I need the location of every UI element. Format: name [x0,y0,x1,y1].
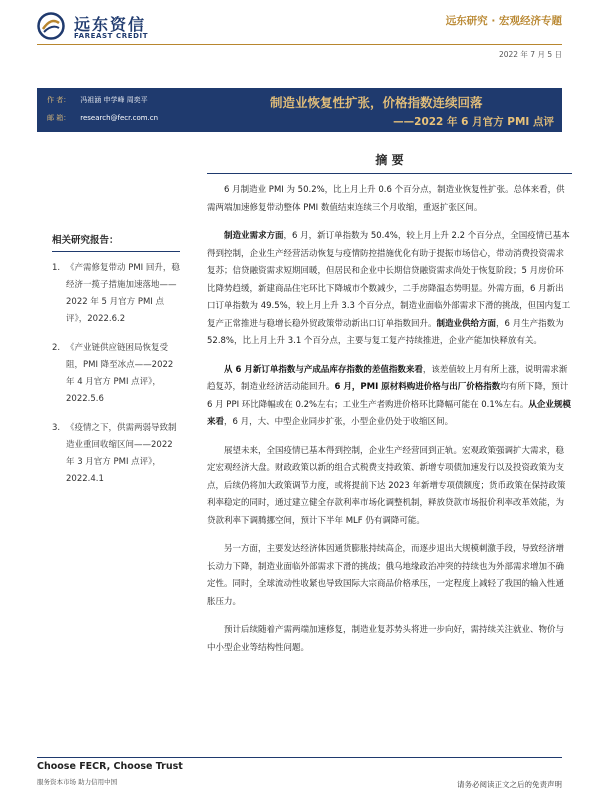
supply-heading: 制造业供给方面 [436,318,497,329]
authors-line [47,95,148,105]
related-report-text: 《疫情之下，供需两弱导致制造业重回收缩区间——2022 年 3 月官方 PMI 点评》，2022.4.1 [66,423,177,484]
footer-slogan: Choose FECR, Choose Trust [37,761,183,772]
authors-label: 作 者： [47,96,71,104]
authors-names: 冯祖涵 申学峰 周奕平 [80,96,148,104]
related-report-number: 3. [52,423,61,433]
related-report-number: 2. [52,343,61,353]
demand-heading: 制造业需求方面 [224,231,284,241]
related-report-text: 《产业链供应链困局恢复受阻，PMI 降至冰点——2022 年 4 月官方 PMI 点评》，2022.5.6 [66,343,174,404]
report-title: 制造业恢复性扩张，价格指数连续回落 [270,95,483,110]
related-report-text: 《产需修复带动 PMI 回升，稳经济一揽子措施加速落地——2022 年 5 月官方 PMI 点评》，2022.6.2 [66,263,180,324]
supply-text: ，6 月生产指数为 52.8%，比上月上升 3.1 个百分点，主要与复工复产持续推进，企业产能加快释放有关。 [207,318,564,346]
report-subtitle: ——2022 年 6 月官方 PMI 点评 [393,116,554,128]
email-address[interactable]: research@fecr.com.cn [80,114,159,122]
logo-name-cn: 远东资信 [74,15,147,34]
firm-size-heading: 从企业规模来看 [207,399,571,427]
summary-paragraph-6: 预计后续随着产需两端加速修复，制造业复苏势头将进一步向好，需持续关注就业、物价与中小型企业等结构性问题。 [207,625,565,653]
footer-slogan-cn: 服务资本市场 助力信用中国 [37,778,118,786]
demand-text: ，6 月，新订单指数为 50.4%，较上月上升 2.2 个百分点，全国疫情已基本得到控制，企业生产经营活动恢复与疫情防控措施优化有助于提振市场信心，带动消费投资需求复苏；信贷融资需求短期回暖，但居民和企业中长期信贷融资需求尚处于恢复阶段；5 月房价环比降势趋缓，新建商品住宅环比下降城市个数减少，二手房降温态势明显。外需方面，6 月新出口订单指数为 49.5%，较上月上升 3.3 个百分点，制造业面临外部需求下滑的挑战，但国内复工复产正常推进与稳增长稳外贸政策带动新出口订单指数回升。 [207,231,571,329]
report-category: 远东研究 · 宏观经济专题 [445,15,562,27]
email-label: 邮 箱： [47,114,71,122]
email-line [47,113,158,123]
footer-divider [37,757,562,758]
related-report-item[interactable] [52,420,180,488]
related-report-item[interactable] [52,340,180,408]
related-report-number: 1. [52,263,61,273]
summary-paragraph-3 [207,362,572,432]
firm-size-text: ，6 月，大、中型企业同步扩张，小型企业仍处于收缩区间。 [224,417,454,427]
price-index-heading: 6 月，PMI 原材料购进价格与出厂价格指数 [334,382,501,392]
price-index-text: 均有所下降，预计 6 月 PPI 环比降幅或在 0.2%左右；工业生产者购进价格环比降幅可能在 0.1%左右。 [207,382,569,410]
footer-disclaimer: 请务必阅读正文之后的免责声明 [457,780,562,789]
related-reports-title: 相关研究报告： [52,232,180,252]
order-inventory-heading: 从 6 月新订单指数与产成品库存指数的差值指数来看 [224,364,423,375]
logo-name-en: FAREAST CREDIT [74,32,149,40]
summary-paragraph-2 [207,228,572,351]
fareast-logo-icon [37,12,65,40]
summary-section [207,151,572,668]
related-report-item[interactable] [52,260,180,328]
order-inventory-text: ，该差值较上月有所上涨，说明需求渐趋复苏，制造业经济活动能回升。 [207,364,568,392]
header-divider [37,44,562,45]
related-reports [52,232,180,500]
summary-paragraph-4: 展望未来，全国疫情已基本得到控制，企业生产经营回到正轨。宏观政策强调扩大需求，稳定宏观经济大盘。财政政策以新的组合式税费支持政策、新增专项债加速发行以及投资政策为支点，后续仍将加大政策调节力度，或将提前下达 2023 年新增专项债额度；货币政策在保持政策利率稳定的同时，通过建立健全存款利率市场化调整机制，释放贷款市场报价利率改革效能，为贷款利率下调腾挪空间，预计下半年 MLF 仍有调降可能。 [207,445,566,526]
summary-paragraph-1: 6 月制造业 PMI 为 50.2%，比上月上升 0.6 个百分点，制造业恢复性扩张。总体来看，供需两端加速修复带动整体 PMI 数值结束连续三个月收缩，重返扩张区间。 [207,185,565,213]
summary-title: 摘 要 [207,151,572,174]
report-date: 2022 年 7 月 5 日 [498,50,562,59]
summary-paragraph-5: 另一方面，主要发达经济体因通货膨胀持续高企，而逐步退出大规模刺激手段，导致经济增长动力下降，制造业面临外部需求下滑的挑战；俄乌地缘政治冲突的持续也为外部需求增加不确定性。同时，全球流动性收紧也导致国际大宗商品价格承压，一定程度上减轻了我国的输入性通胀压力。 [207,544,565,607]
